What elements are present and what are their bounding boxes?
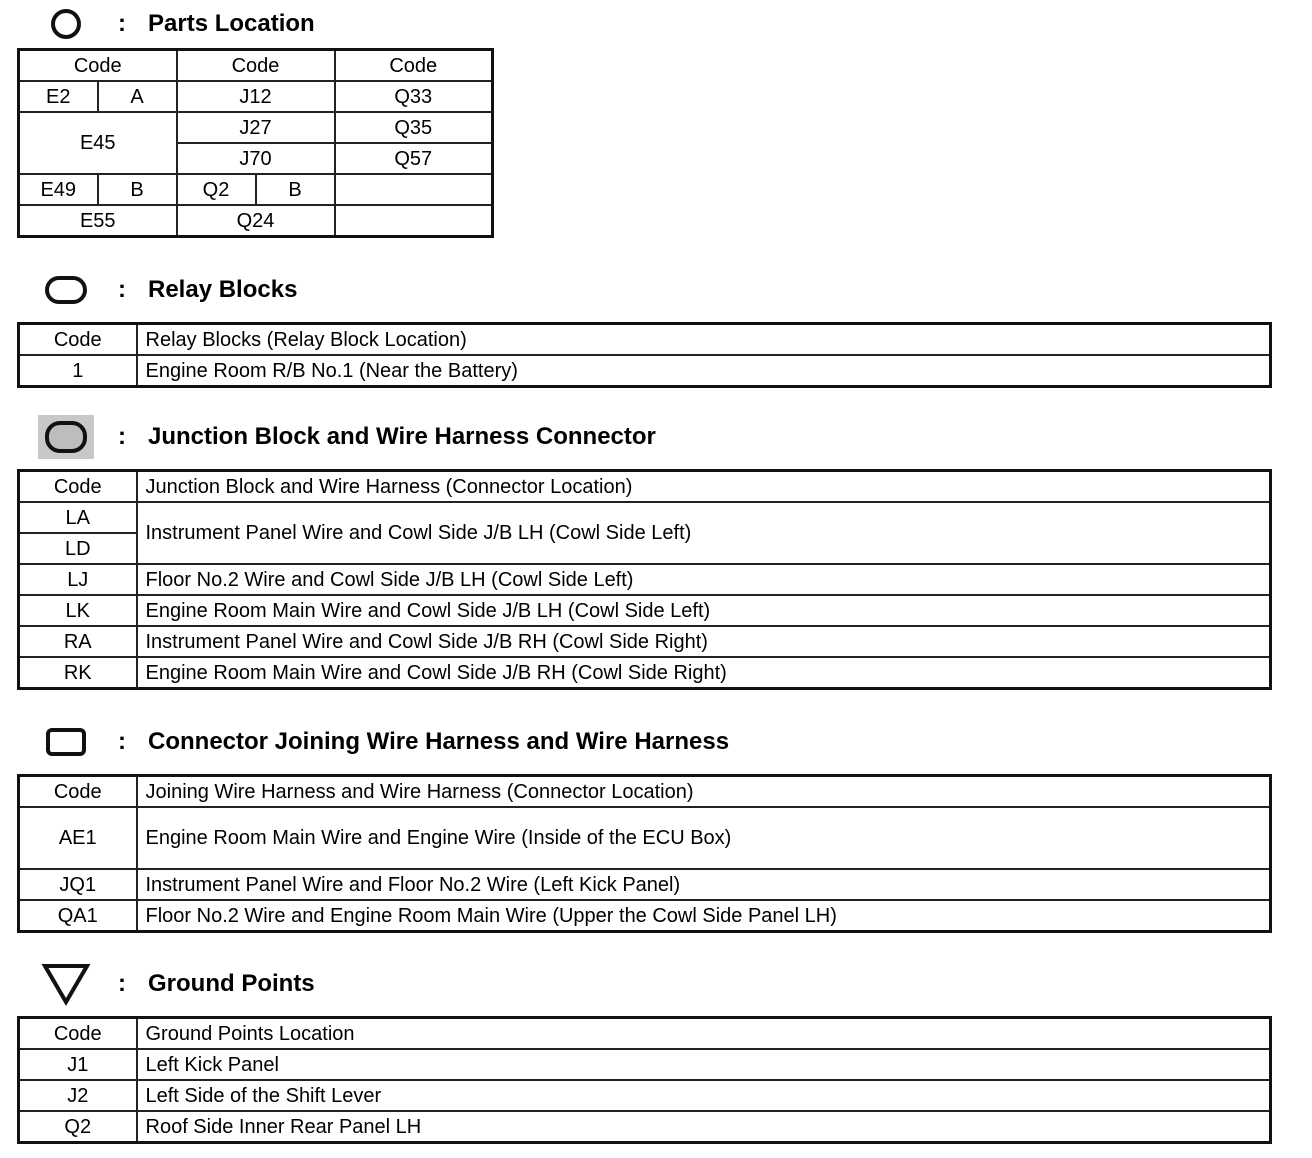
header-code: Code xyxy=(177,50,335,82)
junction-block-title: Junction Block and Wire Harness Connector xyxy=(148,423,656,450)
description-cell: Left Side of the Shift Lever xyxy=(137,1080,1271,1111)
relay-blocks-table xyxy=(17,322,1272,388)
ground-points-table xyxy=(17,1016,1272,1144)
empty-cell xyxy=(335,205,493,237)
connector-joining-title: Connector Joining Wire Harness and Wire Harness xyxy=(148,728,730,755)
header-description: Junction Block and Wire Harness (Connector Location) xyxy=(137,471,1271,503)
parts-location-heading xyxy=(38,2,315,46)
table-row xyxy=(19,81,493,112)
code-cell: E49 xyxy=(19,174,98,205)
connector-joining-table xyxy=(17,774,1272,933)
relay-blocks-heading xyxy=(38,268,297,312)
code-cell: J1 xyxy=(19,1049,137,1080)
code-cell: LK xyxy=(19,595,137,626)
code-cell: RA xyxy=(19,626,137,657)
code-cell: QA1 xyxy=(19,900,137,932)
table-row xyxy=(19,776,1271,808)
code-cell: RK xyxy=(19,657,137,689)
header-code: Code xyxy=(19,324,137,356)
table-row xyxy=(19,1080,1271,1111)
ground-points-heading xyxy=(38,962,315,1006)
table-row xyxy=(19,324,1271,356)
description-cell: Instrument Panel Wire and Cowl Side J/B RH (Cowl Side Right) xyxy=(137,626,1271,657)
code-cell: LJ xyxy=(19,564,137,595)
code-cell: E45 xyxy=(19,112,177,174)
circle-icon xyxy=(38,2,94,46)
shaded-rounded-rect-icon xyxy=(38,415,94,459)
table-row xyxy=(19,502,1271,533)
table-row xyxy=(19,205,493,237)
junction-block-heading xyxy=(38,415,656,459)
code-cell: J12 xyxy=(177,81,335,112)
header-description: Joining Wire Harness and Wire Harness (Connector Location) xyxy=(137,776,1271,808)
header-code: Code xyxy=(19,471,137,503)
code-cell: Q57 xyxy=(335,143,493,174)
description-cell: Engine Room Main Wire and Engine Wire (Inside of the ECU Box) xyxy=(137,807,1271,869)
table-row xyxy=(19,869,1271,900)
description-cell: Instrument Panel Wire and Floor No.2 Wire (Left Kick Panel) xyxy=(137,869,1271,900)
junction-block-colon: : xyxy=(118,423,126,450)
description-cell: Roof Side Inner Rear Panel LH xyxy=(137,1111,1271,1143)
code-cell: JQ1 xyxy=(19,869,137,900)
ground-points-title: Ground Points xyxy=(148,970,315,997)
table-row xyxy=(19,355,1271,387)
table-row xyxy=(19,900,1271,932)
relay-blocks-colon: : xyxy=(118,276,126,303)
table-row xyxy=(19,50,493,82)
header-description: Relay Blocks (Relay Block Location) xyxy=(137,324,1271,356)
connector-joining-colon: : xyxy=(118,728,126,755)
code-cell: E55 xyxy=(19,205,177,237)
code-sub-cell: A xyxy=(98,81,177,112)
description-cell: Left Kick Panel xyxy=(137,1049,1271,1080)
code-cell: Q33 xyxy=(335,81,493,112)
table-row xyxy=(19,1018,1271,1050)
code-cell: 1 xyxy=(19,355,137,387)
description-cell: Engine Room R/B No.1 (Near the Battery) xyxy=(137,355,1271,387)
code-cell: AE1 xyxy=(19,807,137,869)
description-cell: Engine Room Main Wire and Cowl Side J/B LH (Cowl Side Left) xyxy=(137,595,1271,626)
header-code: Code xyxy=(19,1018,137,1050)
description-cell: Floor No.2 Wire and Engine Room Main Wire (Upper the Cowl Side Panel LH) xyxy=(137,900,1271,932)
code-sub-cell: B xyxy=(256,174,335,205)
parts-location-table xyxy=(17,48,494,238)
code-sub-cell: B xyxy=(98,174,177,205)
table-row xyxy=(19,1049,1271,1080)
description-cell: Engine Room Main Wire and Cowl Side J/B RH (Cowl Side Right) xyxy=(137,657,1271,689)
header-code: Code xyxy=(335,50,493,82)
relay-blocks-title: Relay Blocks xyxy=(148,276,298,303)
rect-icon xyxy=(38,720,94,764)
table-row xyxy=(19,657,1271,689)
code-cell: LA xyxy=(19,502,137,533)
description-cell: Floor No.2 Wire and Cowl Side J/B LH (Cowl Side Left) xyxy=(137,564,1271,595)
header-code: Code xyxy=(19,776,137,808)
table-row xyxy=(19,807,1271,869)
code-cell: J2 xyxy=(19,1080,137,1111)
table-row xyxy=(19,471,1271,503)
code-cell: Q2 xyxy=(19,1111,137,1143)
code-cell: Q35 xyxy=(335,112,493,143)
connector-joining-heading xyxy=(38,720,729,764)
code-cell: Q24 xyxy=(177,205,335,237)
junction-block-table xyxy=(17,469,1272,690)
table-row xyxy=(19,595,1271,626)
parts-location-title: Parts Location xyxy=(148,10,315,37)
empty-cell xyxy=(335,174,493,205)
table-row xyxy=(19,174,493,205)
code-cell: LD xyxy=(19,533,137,564)
header-code: Code xyxy=(19,50,177,82)
rounded-rect-icon xyxy=(38,268,94,312)
code-cell: E2 xyxy=(19,81,98,112)
code-cell: J70 xyxy=(177,143,335,174)
table-row xyxy=(19,1111,1271,1143)
ground-points-colon: : xyxy=(118,970,126,997)
code-cell: J27 xyxy=(177,112,335,143)
triangle-down-icon xyxy=(38,962,94,1006)
code-cell: Q2 xyxy=(177,174,256,205)
description-cell: Instrument Panel Wire and Cowl Side J/B LH (Cowl Side Left) xyxy=(137,502,1271,564)
table-row xyxy=(19,564,1271,595)
table-row xyxy=(19,112,493,143)
parts-location-colon: : xyxy=(118,10,126,37)
header-description: Ground Points Location xyxy=(137,1018,1271,1050)
table-row xyxy=(19,626,1271,657)
